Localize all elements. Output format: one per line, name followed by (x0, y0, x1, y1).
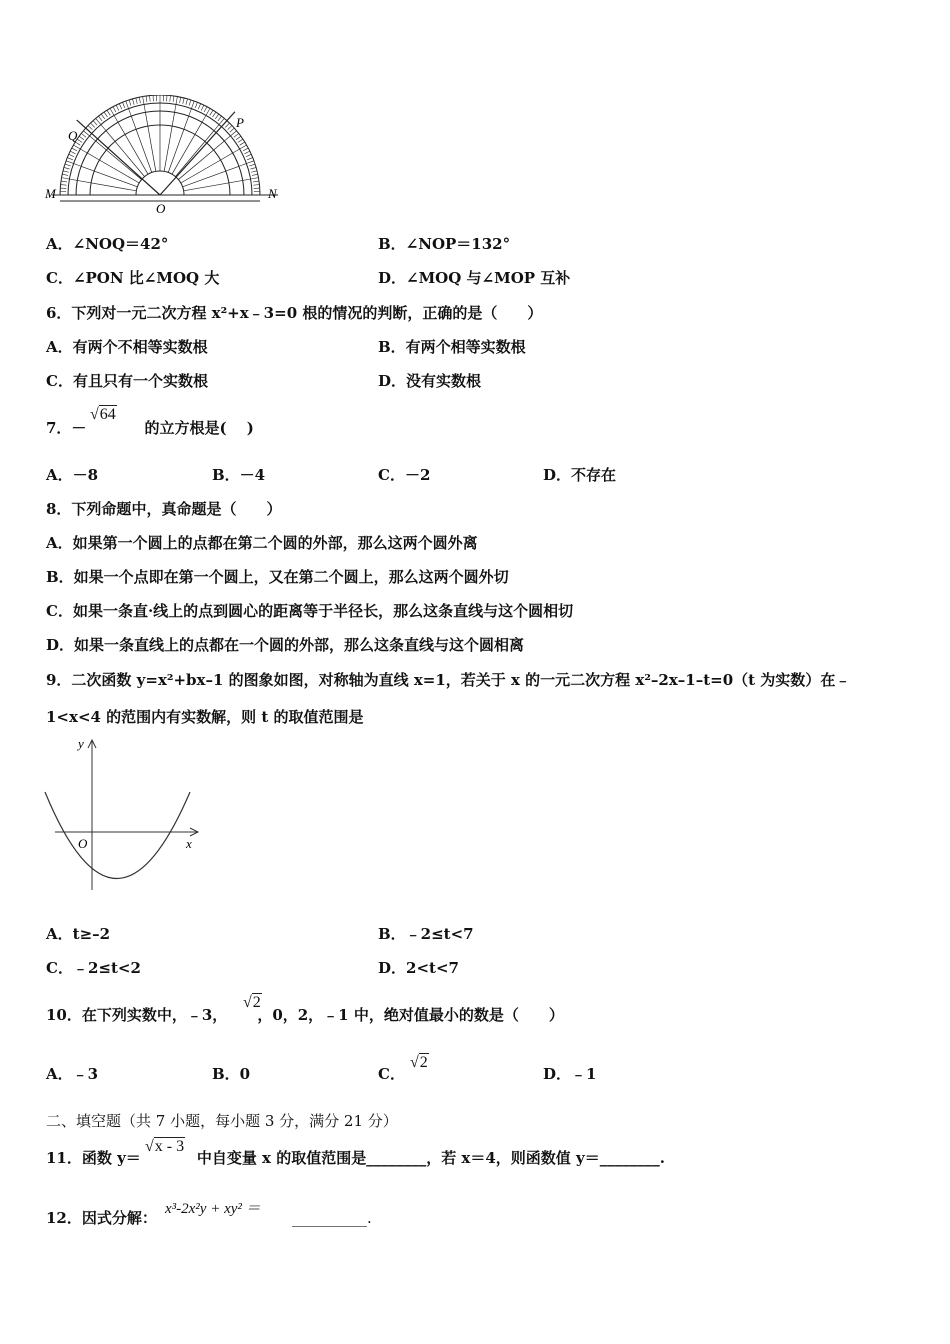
protractor-tick (246, 154, 251, 156)
protractor-tick (173, 96, 174, 102)
q11-stem (46, 1148, 665, 1168)
protractor-tick (81, 133, 86, 137)
protractor-tick (61, 181, 67, 182)
protractor-tick (204, 107, 207, 112)
protractor-tick (198, 104, 200, 109)
q8-option-c: C．如果一条直·线上的点到圆心的距离等于半径长，那么这条直线与这个圆相切 (46, 602, 574, 620)
protractor-tick (139, 97, 140, 103)
protractor-tick (244, 151, 249, 154)
q5-option-c: C．∠PON 比∠MOQ 大 (46, 269, 220, 287)
q5-option-a: A．∠NOQ＝42° (46, 235, 169, 253)
q12-blank: __________. (292, 1209, 372, 1227)
protractor-tick (202, 108, 210, 122)
label-M: M (45, 186, 56, 201)
protractor-tick (110, 108, 118, 122)
label-P: P (236, 115, 244, 130)
protractor-tick (189, 100, 191, 106)
protractor-tick (129, 100, 131, 106)
protractor-tick (210, 110, 213, 115)
protractor-tick (213, 112, 216, 117)
protractor-ray (77, 180, 136, 190)
protractor-tick (252, 174, 258, 175)
protractor-tick (96, 118, 106, 130)
q8-option-a: A．如果第一个圆上的点都在第二个圆的外部，那么这两个圆外离 (46, 534, 478, 552)
protractor-tick (63, 171, 69, 172)
protractor-ray (184, 180, 243, 190)
protractor-tick (150, 96, 151, 102)
q10-suffix: ，0，2，﹣1 中，绝对值最小的数是（ ） (257, 1006, 564, 1024)
protractor-tick (93, 121, 97, 125)
q10-stem (46, 1005, 564, 1025)
q5-option-b: B．∠NOP＝132° (378, 235, 511, 253)
q7-option-d: D．不存在 (543, 466, 617, 484)
q6-option-b: B．有两个相等实数根 (378, 338, 526, 356)
q5-option-d: D．∠MOQ 与∠MOP 互补 (378, 269, 571, 287)
protractor-tick (186, 99, 188, 105)
protractor-tick (253, 181, 259, 182)
protractor-tick (62, 174, 68, 175)
protractor-tick (98, 116, 102, 121)
q7-stem (46, 418, 254, 438)
protractor-tick (88, 126, 92, 130)
q7-sqrt: √64 (90, 406, 116, 423)
protractor-tick (180, 97, 181, 103)
q7-prefix: 7．－ (46, 419, 87, 437)
protractor-tick (61, 185, 67, 186)
q11-suffix: 中自变量 x 的取值范围是________，若 x＝4，则函数值 y＝________. (196, 1149, 665, 1167)
protractor-tick (249, 164, 255, 166)
protractor-tick (195, 102, 197, 108)
protractor-tick (77, 139, 82, 142)
protractor-tick (225, 123, 229, 127)
protractor-tick (116, 105, 119, 110)
protractor-tick (183, 98, 184, 104)
q10-sqrt: √2 (243, 994, 261, 1011)
protractor-tick (224, 131, 236, 141)
section-title: 二、填空题（共 7 小题，每小题 3 分，满分 21 分） (46, 1112, 398, 1130)
protractor-tick (64, 167, 70, 169)
protractor-tick (250, 167, 256, 169)
q12-expression: x³-2x²y + xy² ＝ (165, 1201, 261, 1217)
q9-option-b: B．﹣2≤t<7 (378, 925, 474, 943)
protractor-figure (40, 95, 290, 220)
y-axis-label: y (78, 736, 84, 751)
q11-sqrt: √x - 3 (145, 1138, 185, 1155)
q7-option-b: B．－4 (212, 466, 266, 484)
protractor-tick (236, 136, 241, 140)
protractor-tick (119, 104, 121, 109)
protractor-tick (243, 148, 248, 151)
protractor-tick (247, 158, 253, 160)
protractor-tick (107, 110, 110, 115)
protractor-ray (145, 112, 155, 171)
protractor-tick (79, 136, 84, 140)
protractor-tick (251, 171, 257, 172)
label-Q: Q (68, 128, 78, 143)
q10-option-c-sqrt: √2 (410, 1054, 428, 1071)
protractor-tick (238, 139, 243, 142)
protractor-tick (240, 142, 245, 145)
protractor-ray (164, 112, 174, 171)
q6-option-d: D．没有实数根 (378, 372, 482, 390)
q11-prefix: 11．函数 y＝ (46, 1149, 141, 1167)
protractor-tick (101, 114, 105, 119)
origin-label: O (78, 836, 88, 851)
protractor-tick (233, 145, 247, 153)
protractor-tick (104, 112, 107, 117)
q7-suffix: 的立方根是( ) (144, 419, 254, 437)
protractor-tick (228, 126, 232, 130)
q9-stem-line1: 9．二次函数 y=x²+bx–1 的图象如图，对称轴为直线 x=1，若关于 x 的一元二次方程 x²–2x–1–t=0（t 为实数）在﹣ (46, 671, 851, 689)
q12-stem (46, 1208, 157, 1228)
protractor-tick (201, 105, 204, 110)
q10-option-a: A．﹣3 (46, 1065, 99, 1083)
protractor-tick (67, 158, 73, 160)
q9-option-a: A．t≥–2 (46, 925, 111, 943)
ray-OQ (77, 120, 160, 195)
q6-option-c: C．有且只有一个实数根 (46, 372, 208, 390)
protractor-tick (230, 128, 234, 132)
protractor-tick (69, 154, 74, 156)
x-axis-label: x (186, 836, 192, 851)
parabola-graph (40, 730, 210, 895)
q8-option-b: B．如果一个点即在第一个圆上，又在第二个圆上，那么这两个圆外切 (46, 568, 509, 586)
protractor-tick (132, 99, 134, 105)
q8-option-d: D．如果一条直线上的点都在一个圆的外部，那么这条直线与这个圆相离 (46, 636, 525, 654)
q9-option-d: D．2<t<7 (378, 959, 459, 977)
protractor-tick (234, 133, 239, 137)
protractor-tick (170, 96, 171, 102)
q9-stem-line2: 1<x<4 的范围内有实数解，则 t 的取值范围是 (46, 708, 364, 726)
q10-option-c: C． (378, 1065, 405, 1083)
ray-OP (160, 112, 235, 195)
protractor-tick (146, 96, 147, 102)
q10-option-b: B．0 (212, 1065, 251, 1083)
protractor-tick (253, 185, 259, 186)
protractor-tick (65, 164, 71, 166)
protractor-tick (136, 98, 137, 104)
q9-option-c: C．﹣2≤t<2 (46, 959, 141, 977)
q6-option-a: A．有两个不相等实数根 (46, 338, 208, 356)
q7-option-a: A．－8 (46, 466, 99, 484)
protractor-tick (113, 107, 116, 112)
label-O: O (156, 201, 166, 216)
protractor-tick (73, 145, 87, 153)
q6-stem: 6．下列对一元二次方程 x²+x﹣3=0 根的情况的判断，正确的是（ ） (46, 304, 543, 322)
protractor-tick (215, 114, 219, 119)
q12-prefix: 12．因式分解： (46, 1209, 157, 1227)
q7-option-c: C．－2 (378, 466, 431, 484)
protractor-tick (70, 151, 75, 154)
protractor-tick (91, 123, 95, 127)
q10-prefix: 10．在下列实数中，﹣3， (46, 1006, 228, 1024)
protractor-tick (218, 116, 222, 121)
q8-stem: 8．下列命题中，真命题是（ ） (46, 500, 282, 518)
q10-option-d: D．﹣1 (543, 1065, 597, 1083)
parabola-curve (45, 792, 190, 879)
protractor-tick (72, 148, 77, 151)
protractor-tick (123, 102, 125, 108)
label-N: N (268, 186, 277, 201)
